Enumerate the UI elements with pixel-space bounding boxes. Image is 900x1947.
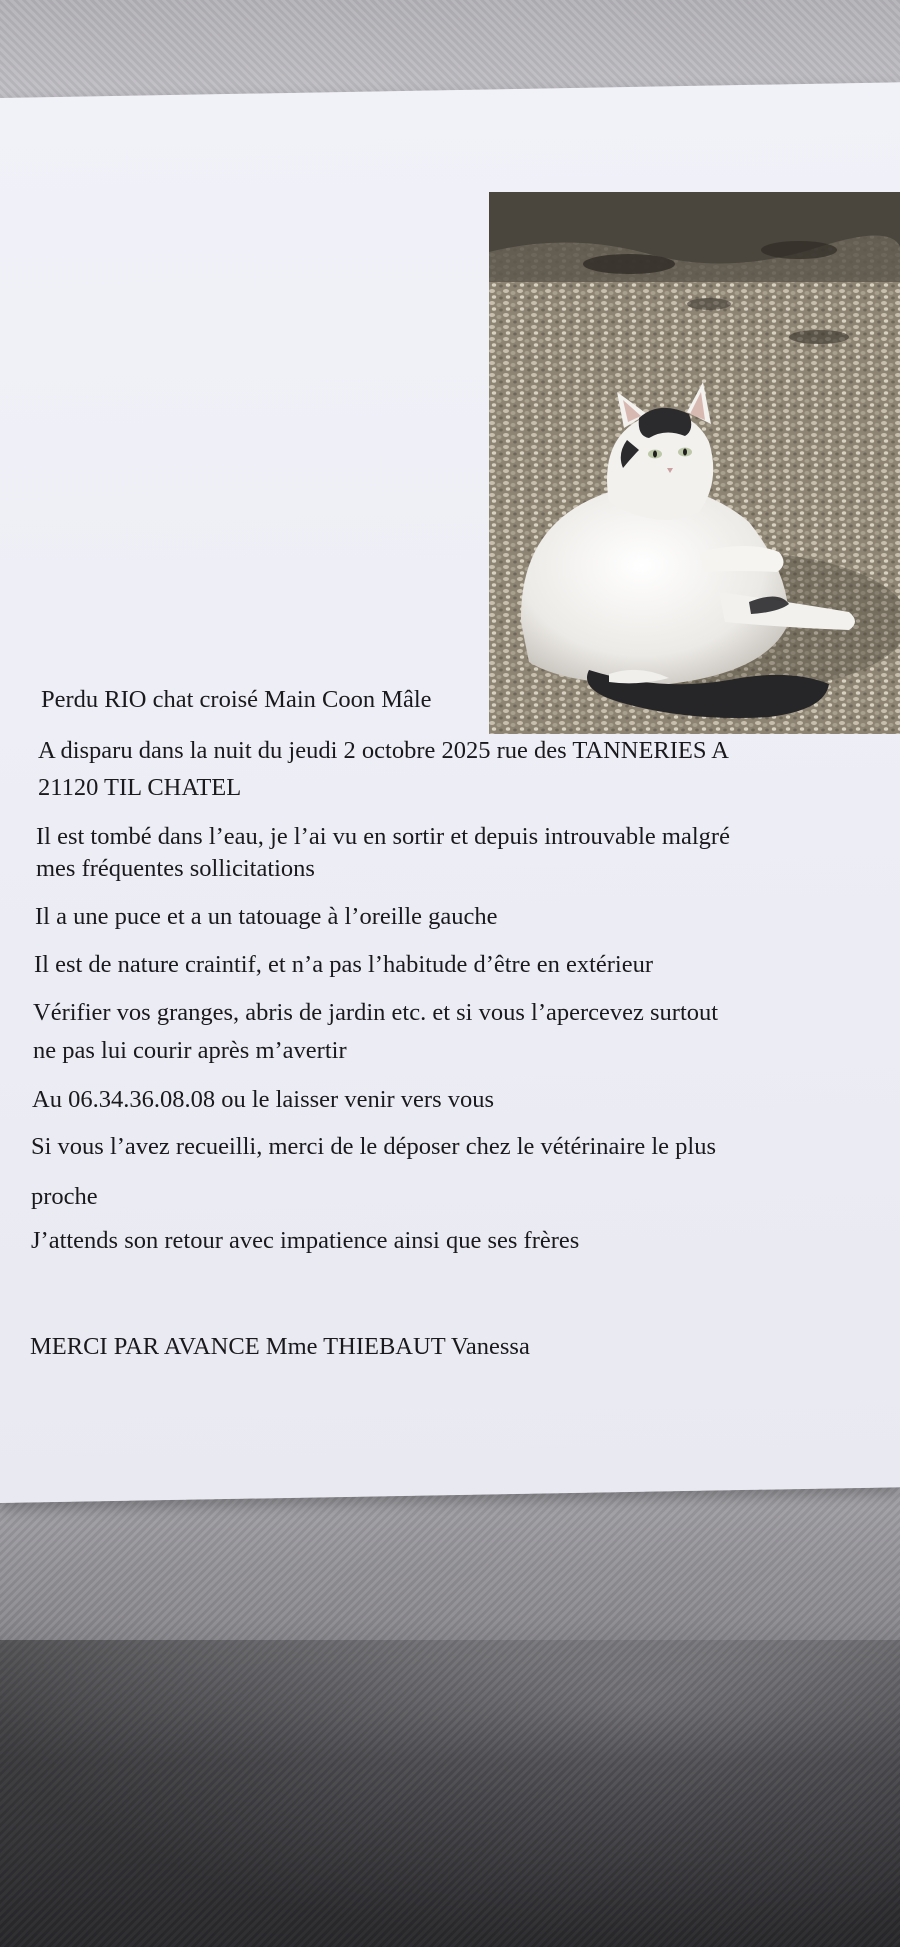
headline: Perdu RIO chat croisé Main Coon Mâle <box>41 686 432 713</box>
text-line-1: A disparu dans la nuit du jeudi 2 octobre 2025 rue des TANNERIES A <box>38 737 729 764</box>
text-line-9: Au 06.34.36.08.08 ou le laisser venir vers vous <box>32 1086 495 1113</box>
signature: MERCI PAR AVANCE Mme THIEBAUT Vanessa <box>30 1333 530 1360</box>
cat-photo-image <box>489 192 900 734</box>
text-line-11: proche <box>31 1183 98 1210</box>
text-line-8: ne pas lui courir après m’avertir <box>33 1037 347 1064</box>
sofa-shadow <box>0 1640 900 1947</box>
text-line-6: Il est de nature craintif, et n’a pas l’habitude d’être en extérieur <box>34 951 654 978</box>
text-line-3: Il est tombé dans l’eau, je l’ai vu en sortir et depuis introuvable malgré <box>36 823 730 850</box>
text-line-4: mes fréquentes sollicitations <box>36 855 315 882</box>
text-line-5: Il a une puce et a un tatouage à l’oreille gauche <box>35 903 498 930</box>
text-line-12: J’attends son retour avec impatience ainsi que ses frères <box>31 1227 580 1254</box>
text-line-2: 21120 TIL CHATEL <box>38 774 242 801</box>
text-line-7: Vérifier vos granges, abris de jardin etc. et si vous l’apercevez surtout <box>33 999 719 1026</box>
cat-photo <box>489 192 900 734</box>
text-line-10: Si vous l’avez recueilli, merci de le déposer chez le vétérinaire le plus <box>31 1133 717 1160</box>
